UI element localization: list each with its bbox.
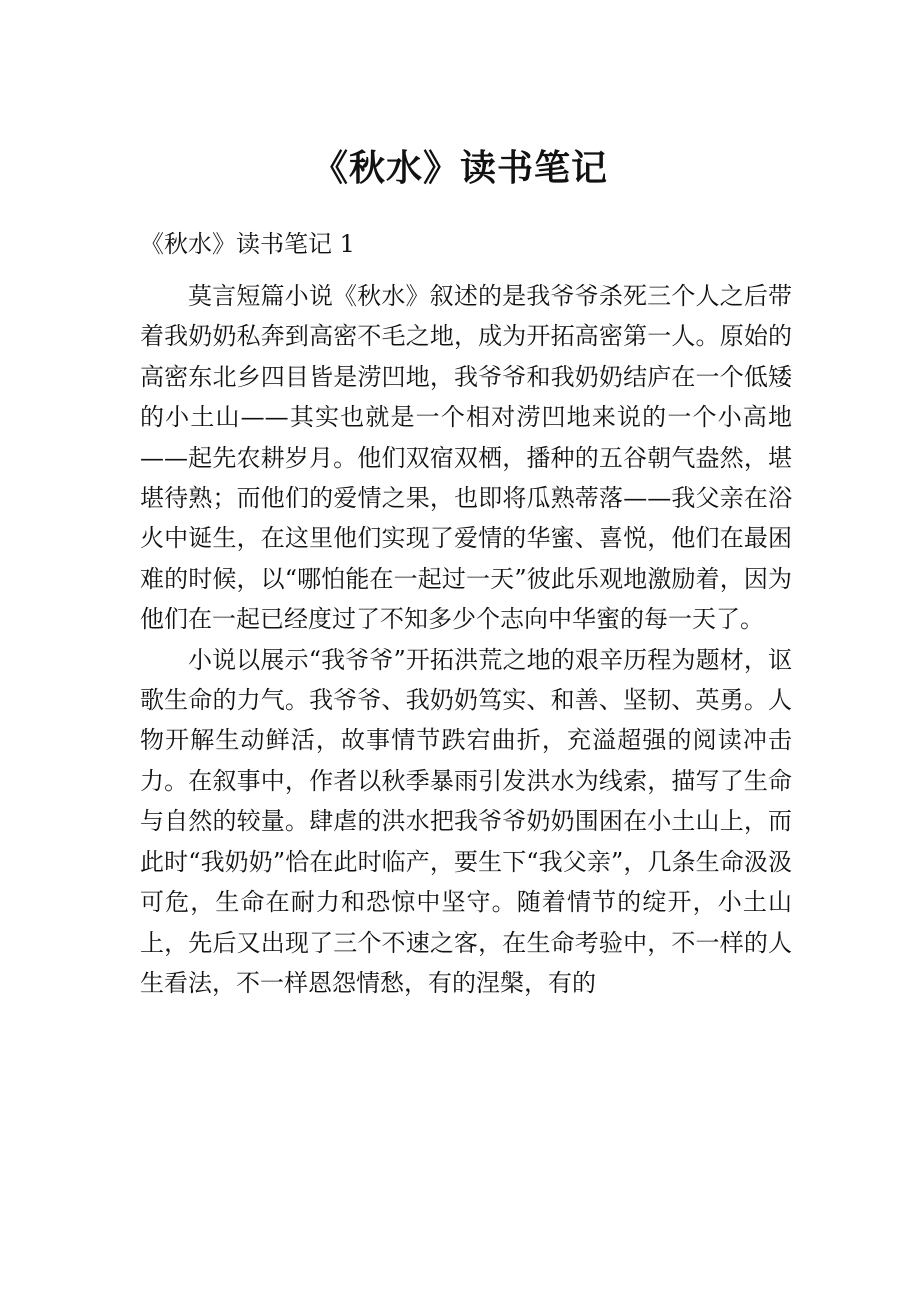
paragraph: 莫言短篇小说《秋水》叙述的是我爷爷杀死三个人之后带着我奶奶私奔到高密不毛之地，成为开拓高密第一人。原始的高密东北乡四目皆是涝凹地，我爷爷和我奶奶结庐在一个低矮的小土山——其实也就是一个相对涝凹地来说的一个小高地——起先农耕岁月。他们双宿双栖，播种的五谷朝气盎然，堪堪待熟；而他们的爱情之果，也即将瓜熟蒂落——我父亲在浴火中诞生，在这里他们实现了爱情的华蜜、喜悦，他们在最困难的时候，以“哪怕能在一起过一天”彼此乐观地激励着，因为他们在一起已经度过了不知多少个志向中华蜜的每一天了。 [140, 282, 792, 634]
document-title: 《秋水》读书笔记 [311, 147, 608, 189]
body-text [140, 276, 792, 1003]
section-heading: 《秋水》读书笔记 1 [140, 230, 355, 258]
paragraph: 小说以展示“我爷爷”开拓洪荒之地的艰辛历程为题材，讴歌生命的力气。我爷爷、我奶奶笃实、和善、坚韧、英勇。人物开解生动鲜活，故事情节跌宕曲折，充溢超强的阅读冲击力。在叙事中，作者以秋季暴雨引发洪水为线索，描写了生命与自然的较量。肆虐的洪水把我爷爷奶奶围困在小土山上，而此时“我奶奶”恰在此时临产，要生下“我父亲”，几条生命汲汲可危，生命在耐力和恐惊中坚守。随着情节的绽开，小土山上，先后又出现了三个不速之客，在生命考验中，不一样的人生看法，不一样恩怨情愁，有的涅槃，有的 [140, 645, 792, 997]
